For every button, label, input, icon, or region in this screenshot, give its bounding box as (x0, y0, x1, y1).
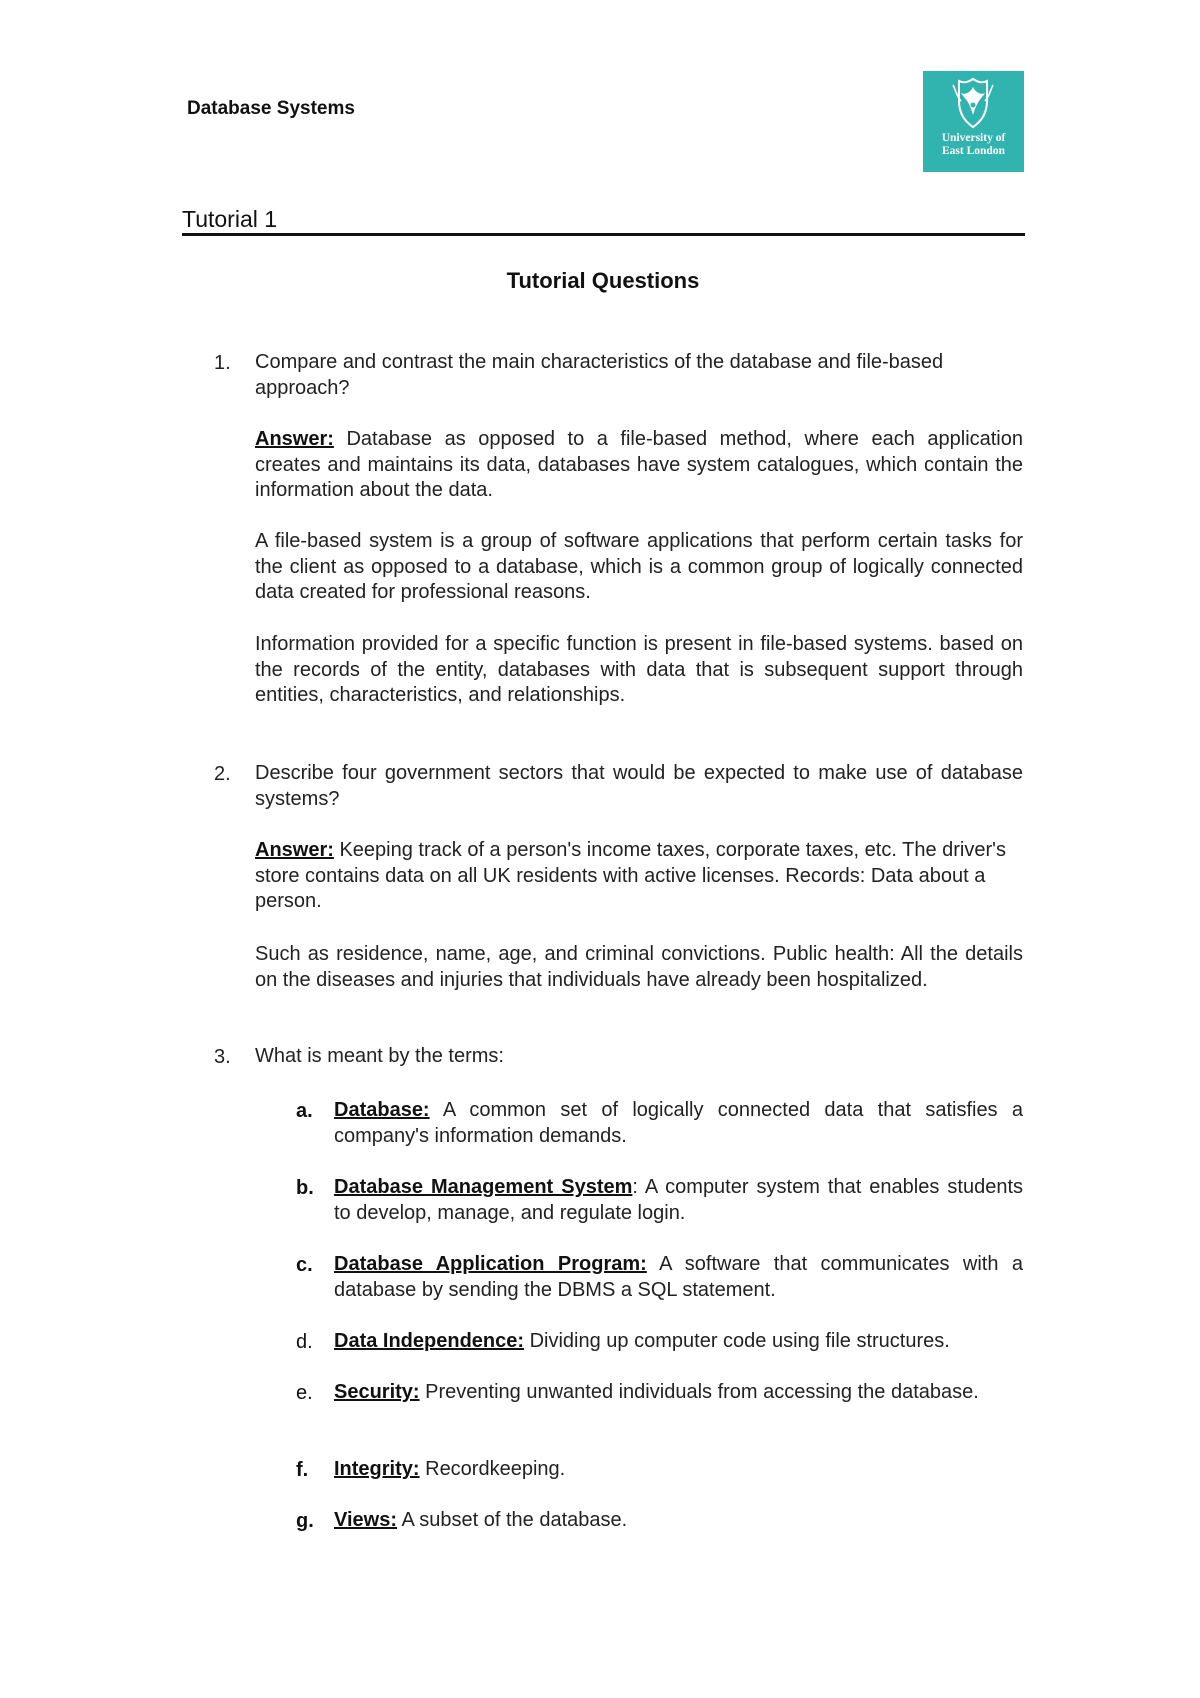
term-letter: d. (296, 1331, 313, 1353)
question-text: Compare and contrast the main characteristics of the database and file-based approach? (255, 351, 944, 399)
term-item (334, 1329, 1023, 1355)
tutorial-title: Tutorial 1 (182, 206, 278, 232)
term-item (334, 1380, 1023, 1406)
answer-paragraph: Information provided for a specific function is present in file-based systems. based on the records of the entity, databases with data that is subsequent support through entities, characteristics, and relationships. (255, 633, 1023, 706)
term-label: Integrity: (334, 1458, 420, 1480)
answer-label: Answer: (255, 839, 334, 861)
answer-text: Database as opposed to a file-based method, where each application creates and maintains its data, databases have system catalogues, which contain the information about the data. (255, 428, 1023, 501)
answer-paragraph (255, 427, 1023, 504)
term-letter: b. (296, 1177, 314, 1199)
logo-text-line2: East London (942, 145, 1005, 157)
term-definition: A subset of the database. (397, 1509, 628, 1531)
term-item (334, 1508, 1023, 1534)
logo-text-line1: University of (941, 132, 1006, 144)
term-letter: e. (296, 1382, 313, 1404)
term-item (334, 1175, 1023, 1226)
answer-label: Answer: (255, 428, 334, 450)
question-text: What is meant by the terms: (255, 1045, 504, 1067)
question-text: Describe four government sectors that would be expected to make use of database systems? (255, 762, 1023, 810)
term-definition: : A computer system that enables students to develop, manage, and regulate login. (334, 1176, 1024, 1224)
term-letter: f. (296, 1459, 309, 1481)
term-item (334, 1457, 1023, 1483)
answer-text: Keeping track of a person's income taxes, corporate taxes, etc. The driver's store contains data on all UK residents with active licenses. Records: Data about a person. (255, 839, 1006, 912)
term-item (334, 1252, 1023, 1303)
term-label: Data Independence: (334, 1330, 525, 1352)
term-label: Database Application Program: (334, 1253, 647, 1275)
question-number: 2. (214, 763, 231, 785)
term-definition: Preventing unwanted individuals from accessing the database. (419, 1381, 979, 1403)
term-letter: c. (296, 1254, 313, 1276)
question-number: 3. (214, 1046, 231, 1068)
heading-rule (182, 233, 1025, 236)
term-item (334, 1098, 1023, 1149)
answer-paragraph (255, 838, 1023, 915)
term-definition: Dividing up computer code using file structures. (524, 1330, 950, 1352)
term-definition: Recordkeeping. (419, 1458, 566, 1480)
answer-paragraph: Such as residence, name, age, and criminal convictions. Public health: All the details on the diseases and injuries that individuals have already been hospitalized. (255, 943, 1023, 991)
term-letter: g. (296, 1510, 314, 1532)
term-label: Views: (334, 1509, 397, 1531)
term-letter: a. (296, 1100, 313, 1122)
university-logo (923, 71, 1024, 172)
term-label: Database: (334, 1099, 430, 1121)
term-definition: A common set of logically connected data that satisfies a company's information demands. (334, 1099, 1023, 1147)
answer-paragraph: A file-based system is a group of software applications that perform certain tasks for the client as opposed to a database, which is a common group of logically connected data created for professional reasons. (255, 530, 1023, 603)
section-title: Tutorial Questions (506, 268, 700, 293)
course-title: Database Systems (187, 98, 355, 119)
question-number: 1. (214, 352, 231, 374)
term-definition: A software that communicates with a database by sending the DBMS a SQL statement. (334, 1253, 1023, 1301)
term-label: Security: (334, 1381, 420, 1403)
term-label: Database Management System (334, 1176, 633, 1198)
